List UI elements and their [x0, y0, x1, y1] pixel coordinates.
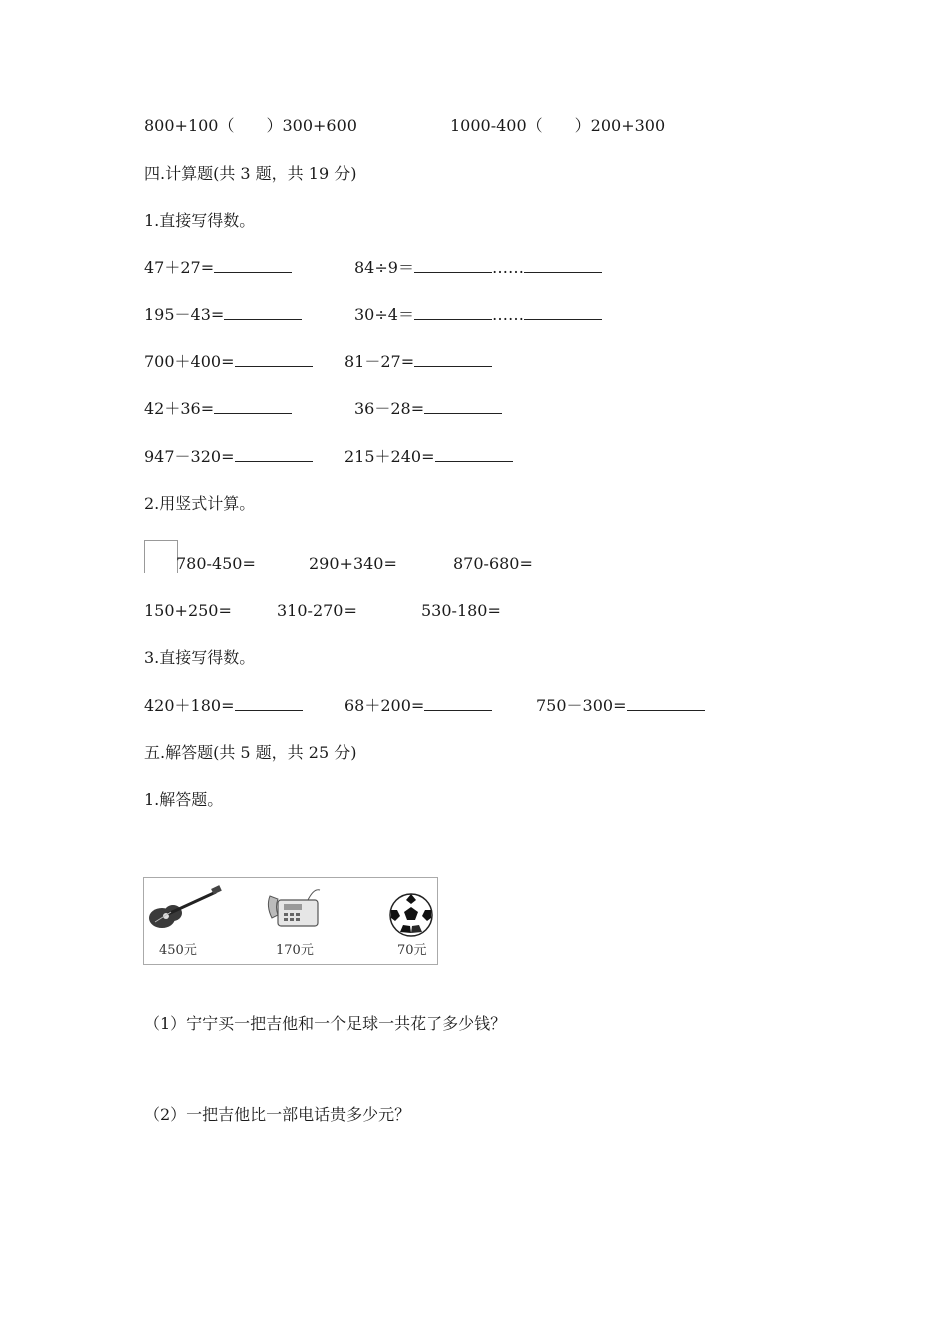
- calc-row-5-b: [344, 447, 513, 467]
- answer-blank[interactable]: [424, 399, 502, 414]
- vertical-calc-1: 780-450=: [176, 554, 256, 573]
- telephone-price: 170元: [276, 943, 314, 958]
- compare-left-expression: 800+100（ ）300+600: [144, 116, 357, 135]
- calc-q3-2: [344, 696, 492, 716]
- calc-expression: 36－28=: [354, 399, 425, 418]
- calc-expression: 47＋27=: [144, 258, 215, 277]
- calc-expression: 215＋240=: [344, 447, 435, 466]
- sub-question-2: （2）一把吉他比一部电话贵多少元？: [144, 1105, 411, 1124]
- answer-blank[interactable]: [235, 352, 313, 367]
- guitar-icon: [146, 884, 224, 932]
- calc-expression: 750－300=: [536, 696, 627, 715]
- calc-row-3-a: [144, 352, 313, 372]
- soccer-ball-price: 70元: [397, 943, 427, 958]
- remainder-blank[interactable]: [524, 258, 602, 273]
- section-5-title: 五.解答题(共 5 题，共 25 分): [144, 743, 357, 762]
- soccer-ball-icon: [388, 892, 434, 938]
- calc-expression: 947－320=: [144, 447, 235, 466]
- answer-blank[interactable]: [235, 696, 303, 711]
- remainder-blank[interactable]: [524, 305, 602, 320]
- question-4-3-title: 3.直接写得数。: [144, 648, 256, 667]
- calc-row-2-a: [144, 305, 302, 325]
- answer-blank[interactable]: [424, 696, 492, 711]
- calc-expression: 30÷4＝: [354, 305, 414, 324]
- calc-expression: 68＋200=: [344, 696, 425, 715]
- vertical-calc-4: 150+250=: [144, 601, 232, 620]
- remainder-separator: ……: [491, 258, 524, 277]
- section-4-title: 四.计算题(共 3 题，共 19 分): [144, 164, 357, 183]
- compare-right-expression: 1000-400（ ）200+300: [450, 116, 666, 135]
- vertical-calc-2: 290+340=: [309, 554, 397, 573]
- vertical-calc-5: 310-270=: [277, 601, 357, 620]
- answer-blank[interactable]: [214, 258, 292, 273]
- calc-row-4-b: [354, 399, 502, 419]
- price-picture: [143, 877, 438, 965]
- calc-q3-3: [536, 696, 705, 716]
- calc-row-5-a: [144, 447, 313, 467]
- remainder-separator: ……: [491, 305, 524, 324]
- telephone-icon: [264, 886, 324, 932]
- question-4-2-title: 2.用竖式计算。: [144, 494, 256, 513]
- sub-question-1: （1）宁宁买一把吉他和一个足球一共花了多少钱？: [144, 1014, 507, 1033]
- empty-box: [144, 540, 178, 573]
- calc-row-1-b: [354, 258, 602, 278]
- vertical-calc-3: 870-680=: [453, 554, 533, 573]
- calc-expression: 84÷9＝: [354, 258, 414, 277]
- calc-row-3-b: [344, 352, 492, 372]
- answer-blank[interactable]: [627, 696, 705, 711]
- calc-row-2-b: [354, 305, 602, 325]
- calc-row-1-a: [144, 258, 292, 278]
- answer-blank[interactable]: [435, 447, 513, 462]
- calc-expression: 42＋36=: [144, 399, 215, 418]
- calc-q3-1: [144, 696, 303, 716]
- vertical-calc-6: 530-180=: [421, 601, 501, 620]
- question-4-1-title: 1.直接写得数。: [144, 211, 256, 230]
- calc-expression: 420＋180=: [144, 696, 235, 715]
- answer-blank[interactable]: [414, 352, 492, 367]
- answer-blank[interactable]: [224, 305, 302, 320]
- calc-expression: 81－27=: [344, 352, 415, 371]
- quotient-blank[interactable]: [414, 305, 492, 320]
- calc-row-4-a: [144, 399, 292, 419]
- question-5-1-title: 1.解答题。: [144, 790, 224, 809]
- answer-blank[interactable]: [214, 399, 292, 414]
- calc-expression: 195－43=: [144, 305, 225, 324]
- guitar-price: 450元: [159, 943, 197, 958]
- quotient-blank[interactable]: [414, 258, 492, 273]
- answer-blank[interactable]: [235, 447, 313, 462]
- calc-expression: 700＋400=: [144, 352, 235, 371]
